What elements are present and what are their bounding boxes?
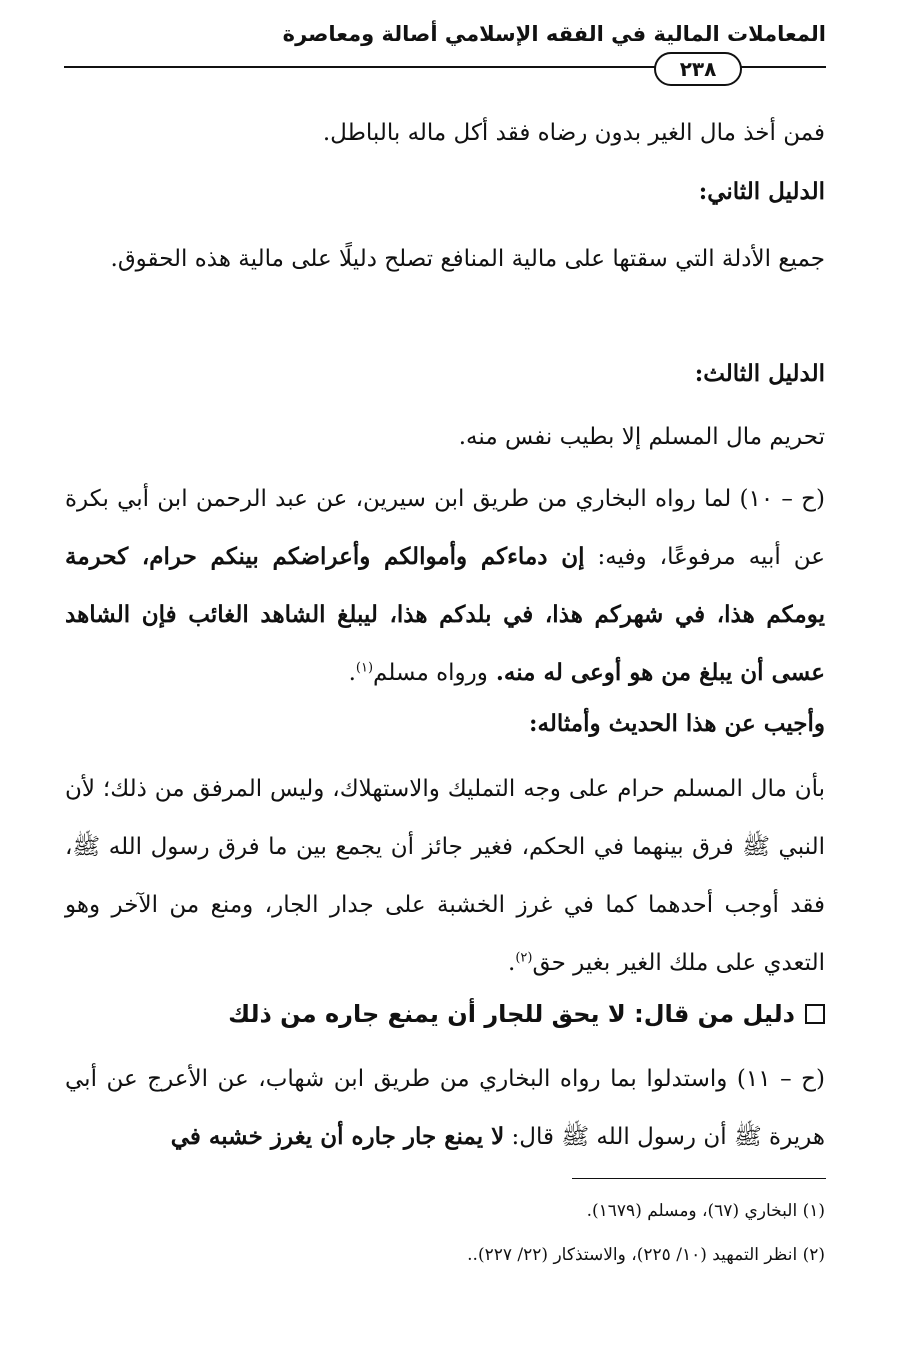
- paragraph-hadith-11: [65, 1050, 825, 1166]
- hadith-10-source: ورواه مسلم: [373, 660, 488, 686]
- heading-third-evidence: الدليل الثالث:: [694, 360, 825, 387]
- section-heading-text: دليل من قال: لا يحق للجار أن يمنع جاره من ذلك: [228, 1000, 795, 1028]
- footnote-rule: [572, 1178, 826, 1179]
- hadith-11-text: لا يمنع جار جاره أن يغرز خشبه في: [170, 1123, 505, 1150]
- paragraph-2: جميع الأدلة التي سقتها على مالية المنافع تصلح دليلًا على مالية هذه الحقوق.: [110, 246, 825, 272]
- hadith-11-intro: (ح – ١١) واستدلوا بما رواه البخاري من طريق ابن شهاب، عن الأعرج عن أبي هريرة ﷺ أن رسول الله ﷺ قال:: [65, 1066, 825, 1150]
- heading-second-evidence: الدليل الثاني:: [698, 178, 825, 205]
- footnote-1: (١) البخاري (٦٧)، ومسلم (١٦٧٩).: [586, 1201, 825, 1221]
- paragraph-3: تحريم مال المسلم إلا بطيب نفس منه.: [458, 424, 825, 450]
- section-heading: [65, 994, 825, 1034]
- page-number-badge: ٢٣٨: [654, 52, 742, 86]
- paragraph-hadith-10: [65, 470, 825, 702]
- footnote-ref-1[interactable]: (١): [355, 660, 374, 676]
- footnote-ref-2[interactable]: (٢): [515, 950, 533, 966]
- heading-answer: وأجيب عن هذا الحديث وأمثاله:: [529, 710, 825, 737]
- answer-end: .: [508, 950, 516, 976]
- paragraph-1: فمن أخذ مال الغير بدون رضاه فقد أكل ماله بالباطل.: [322, 120, 825, 146]
- hadith-10-intro: (ح – ١٠) لما رواه البخاري من طريق ابن سيرين، عن عبد الرحمن ابن أبي بكرة عن أبيه مرفوعًا، وفيه:: [65, 486, 825, 570]
- hadith-10-end: .: [348, 660, 356, 686]
- running-header-title: المعاملات المالية في الفقه الإسلامي أصالة ومعاصرة: [282, 22, 826, 46]
- paragraph-answer: [65, 760, 825, 992]
- answer-text: بأن مال المسلم حرام على وجه التمليك والاستهلاك، وليس المرفق من ذلك؛ لأن النبي ﷺ فرق بينهما في الحكم، فغير جائز أن يجمع بين ما فرق رسول الله ﷺ، فقد أوجب أحدهما كما في غرز الخشبة على جدار الجار، ومنع من الآخر وهو التعدي على ملك الغير بغير حق: [65, 776, 825, 976]
- square-bullet-icon: [805, 1004, 825, 1024]
- footnote-2: (٢) انظر التمهيد (١٠/ ٢٢٥)، والاستذكار (٢٢/ ٢٢٧)..: [467, 1245, 825, 1265]
- hadith-10-text: إن دماءكم وأموالكم وأعراضكم بينكم حرام، كحرمة يومكم هذا، في شهركم هذا، في بلدكم هذا، ليبلغ الشاهد الغائب فإن الشاهد عسى أن يبلغ من هو أوعى له منه.: [65, 543, 825, 686]
